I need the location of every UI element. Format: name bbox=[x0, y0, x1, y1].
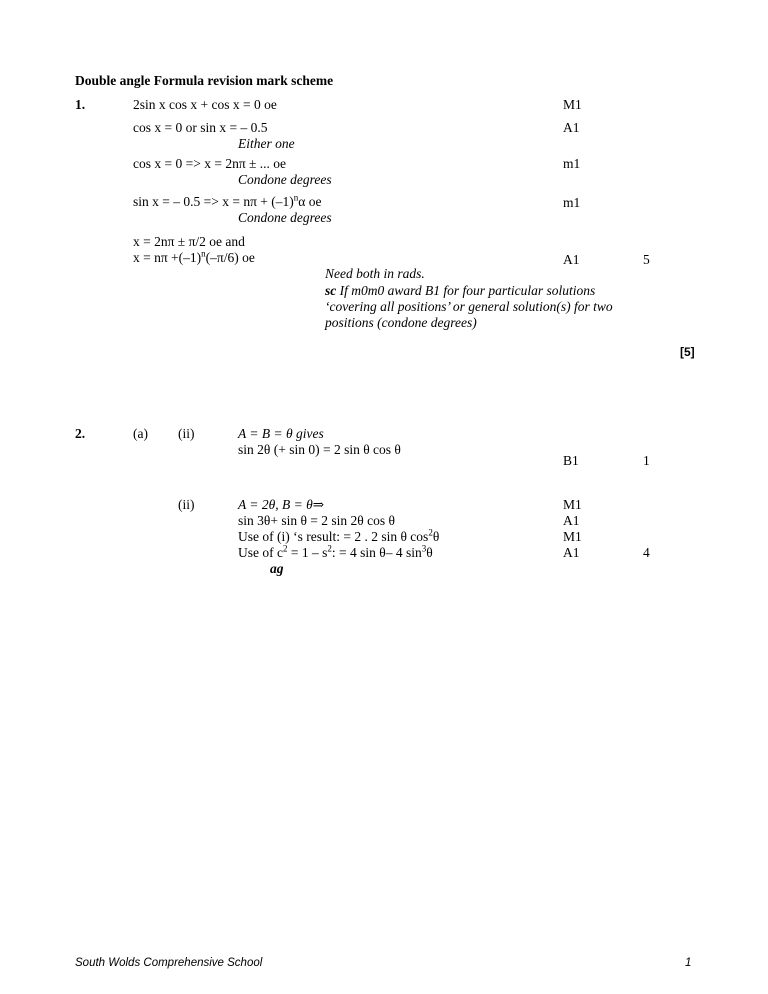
q1-note: Need both in rads. bbox=[325, 266, 425, 281]
q1-note: Condone degrees bbox=[238, 210, 332, 225]
mark: M1 bbox=[563, 497, 582, 512]
q1-line: cos x = 0 => x = 2nπ ± ... oe bbox=[133, 156, 287, 171]
q1-note: Either one bbox=[238, 136, 295, 151]
footer-school: South Wolds Comprehensive School bbox=[75, 957, 263, 969]
mark-total: 4 bbox=[643, 545, 650, 560]
mark: A1 bbox=[563, 513, 580, 528]
mark: m1 bbox=[563, 195, 581, 210]
mark: A1 bbox=[563, 545, 580, 560]
mark: M1 bbox=[563, 529, 582, 544]
mark: m1 bbox=[563, 156, 581, 171]
page-title: Double angle Formula revision mark scheme bbox=[75, 73, 334, 88]
subpart-label: (ii) bbox=[178, 426, 195, 441]
q2-line: sin 2θ (+ sin 0) = 2 sin θ cos θ bbox=[238, 442, 401, 457]
answer-given-note: ag bbox=[270, 561, 284, 576]
q1-note: Condone degrees bbox=[238, 172, 332, 187]
q1-line: cos x = 0 or sin x = – 0.5 bbox=[133, 120, 268, 135]
q2-line: Use of (i) ‘s result: = 2 . 2 sin θ $\cos^2\theta$ bbox=[238, 527, 440, 544]
q2-line: A = 2θ, B = θ⇒ bbox=[238, 497, 325, 512]
q2-line: A = B = θ gives bbox=[238, 426, 324, 441]
question-total: [5] bbox=[680, 345, 695, 359]
subpart-label: (ii) bbox=[178, 497, 195, 512]
mark-total: 5 bbox=[643, 252, 650, 267]
q2-line: Use of $c^2 = 1 - s^2$: = 4 sin θ– 4 $\sin^3\theta$ bbox=[238, 543, 433, 560]
q1-line: x = 2nπ ± π/2 oe and bbox=[133, 234, 245, 249]
mark-total: 1 bbox=[643, 453, 650, 468]
mark: A1 bbox=[563, 120, 580, 135]
question-number: 1. bbox=[75, 97, 86, 112]
q1-line: sin x = – $0.5 => x = n\pi + (-1)^n\alpha$ oe bbox=[133, 192, 322, 209]
mark: B1 bbox=[563, 453, 579, 468]
mark: A1 bbox=[563, 252, 580, 267]
q1-line: 2sin x cos x + cos x = 0 oe bbox=[133, 97, 277, 112]
special-case-note: sc If m0m0 award B1 for four particular solutions ‘covering all positions’ or general solution(s) for two positions (condone degrees) bbox=[325, 283, 613, 330]
question-number: 2. bbox=[75, 426, 86, 441]
q2-line: sin 3θ+ sin θ = 2 sin 2θ cos θ bbox=[238, 513, 395, 528]
page-number: 1 bbox=[685, 957, 692, 969]
part-label: (a) bbox=[133, 426, 148, 441]
mark: M1 bbox=[563, 97, 582, 112]
q1-line: $x = n\pi +(-1)^n(-\pi/6)$ oe bbox=[133, 248, 255, 265]
